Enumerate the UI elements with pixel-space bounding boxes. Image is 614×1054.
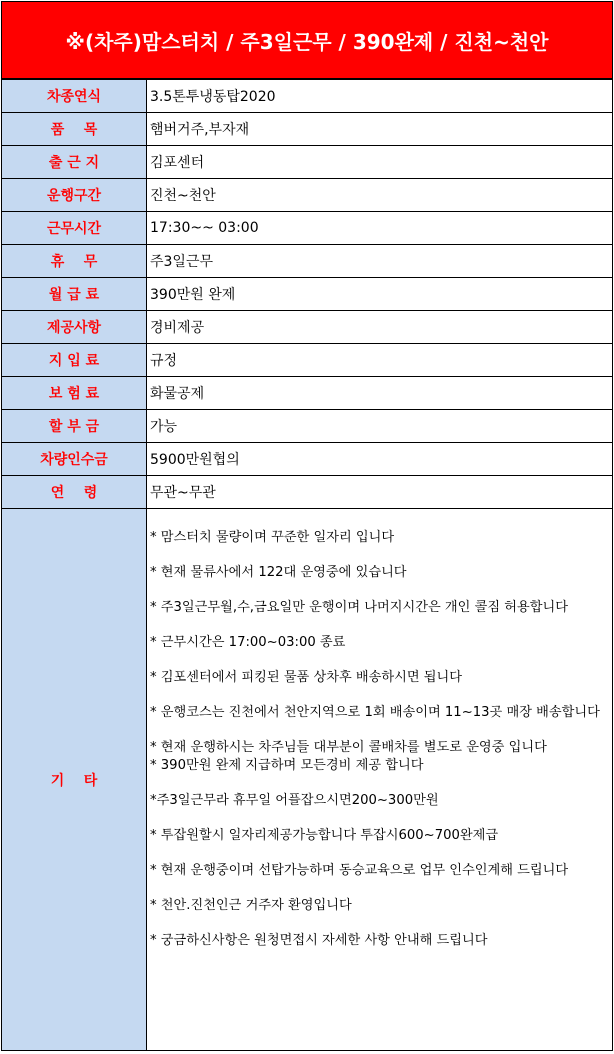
- row-value-benefits: 경비제공: [147, 311, 613, 344]
- row-label-vehicle: 차종연식: [2, 80, 147, 113]
- row-value-fee: 규정: [147, 344, 613, 377]
- posting-title: ※(차주)맘스터치 / 주3일근무 / 390완제 / 진천~천안: [1, 1, 613, 79]
- row-label-insurance: 보 험 료: [2, 377, 147, 410]
- table-row: [2, 311, 613, 344]
- note-item: * 김포센터에서 피킹된 물품 상차후 배송하시면 됩니다: [150, 670, 463, 685]
- note-item: * 궁금하신사항은 원청면접시 자세한 사항 안내해 드립니다: [150, 933, 488, 948]
- row-value-hours: 17:30~~ 03:00: [147, 212, 613, 245]
- row-value-dayoff: 주3일근무: [147, 245, 613, 278]
- table-row: [2, 278, 613, 311]
- row-value-vehicle: 3.5톤투냉동탑2020: [147, 80, 613, 113]
- row-value-salary: 390만원 완제: [147, 278, 613, 311]
- table-row: [2, 377, 613, 410]
- row-label-salary: 월 급 료: [2, 278, 147, 311]
- note-item: * 근무시간은 17:00~03:00 종료: [150, 635, 346, 650]
- note-item: * 390만원 완제 지급하며 모든경비 제공 합니다: [150, 758, 424, 773]
- job-posting-sheet: [1, 1, 613, 1053]
- row-label-vehicle-price: 차량인수금: [2, 443, 147, 476]
- row-value-item: 햄버거주,부자재: [147, 113, 613, 146]
- table-row: [2, 245, 613, 278]
- row-label-fee: 지 입 료: [2, 344, 147, 377]
- note-item: * 주3일근무월,수,금요일만 운행이며 나머지시간은 개인 콜짐 허용합니다: [150, 600, 568, 615]
- table-row: [2, 80, 613, 113]
- row-value-age: 무관~무관: [147, 476, 613, 509]
- row-label-item: 품 목: [2, 113, 147, 146]
- note-item: *주3일근무라 휴무일 어플잡으시면200~300만원: [150, 793, 439, 808]
- row-label-age: 연 령: [2, 476, 147, 509]
- note-item: * 맘스터치 물량이며 꾸준한 일자리 입니다: [150, 530, 395, 545]
- row-label-hours: 근무시간: [2, 212, 147, 245]
- table-row: [2, 509, 613, 1051]
- table-row: [2, 113, 613, 146]
- row-value-vehicle-price: 5900만원협의: [147, 443, 613, 476]
- table-row: [2, 179, 613, 212]
- row-value-installment: 가능: [147, 410, 613, 443]
- row-value-workplace: 김포센터: [147, 146, 613, 179]
- note-item: * 현재 물류사에서 122대 운영중에 있습니다: [150, 565, 407, 580]
- table-row: [2, 212, 613, 245]
- note-item: * 천안.진천인근 거주자 환영입니다: [150, 898, 352, 913]
- note-item: * 운행코스는 진천에서 천안지역으로 1회 배송이며 11~13곳 매장 배송합니다: [150, 705, 600, 720]
- row-label-notes: 기 타: [2, 509, 147, 1051]
- row-label-route: 운행구간: [2, 179, 147, 212]
- row-value-insurance: 화물공제: [147, 377, 613, 410]
- note-item: * 투잡원할시 일자리제공가능합니다 투잡시600~700완제급: [150, 828, 499, 843]
- table-row: [2, 344, 613, 377]
- notes-list: [147, 509, 613, 1051]
- table-row: [2, 476, 613, 509]
- row-label-dayoff: 휴 무: [2, 245, 147, 278]
- row-label-workplace: 출 근 지: [2, 146, 147, 179]
- job-details-table: [1, 79, 613, 1051]
- note-item: * 현재 운행하시는 차주님들 대부분이 콜배차를 별도로 운영중 입니다: [150, 740, 547, 755]
- note-item: * 현재 운행중이며 선탑가능하며 동승교육으로 업무 인수인계해 드립니다: [150, 863, 569, 878]
- table-row: [2, 146, 613, 179]
- table-row: [2, 410, 613, 443]
- row-value-route: 진천~천안: [147, 179, 613, 212]
- row-label-benefits: 제공사항: [2, 311, 147, 344]
- table-row: [2, 443, 613, 476]
- row-label-installment: 할 부 금: [2, 410, 147, 443]
